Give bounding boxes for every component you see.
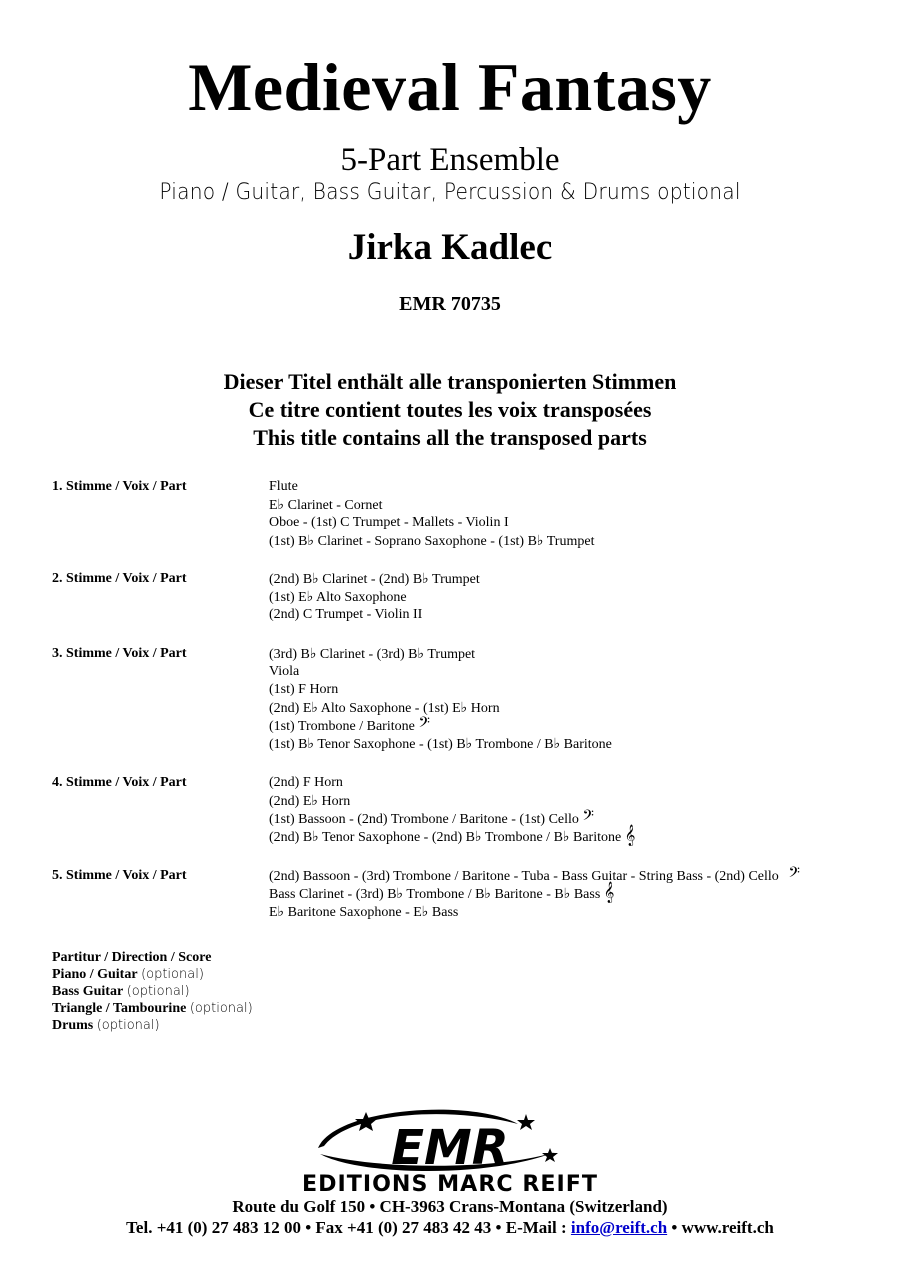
part-3-label: 3. Stimme / Voix / Part — [52, 646, 187, 661]
extra-part-note: (optional) — [141, 967, 204, 982]
extra-part — [52, 967, 204, 983]
publisher-logo — [300, 1102, 600, 1194]
extra-part-note: (optional) — [96, 1018, 160, 1033]
contact-phone-fax: Tel. +41 (0) 27 483 12 00 • Fax +41 (0) 27 483 42 43 • E-Mail : — [126, 1218, 571, 1237]
instrumentation: Piano / Guitar, Bass Guitar, Percussion & Drums optional — [159, 180, 741, 205]
extra-part — [52, 984, 190, 1000]
part-line-text: (2nd) Bassoon - (3rd) Trombone / Baritone - Tuba - Bass Guitar - String Bass - (2nd) Cello — [269, 869, 779, 884]
part-2-label: 2. Stimme / Voix / Part — [52, 571, 187, 586]
extra-part-note: (optional) — [189, 1001, 253, 1016]
part-line: E♭ Clarinet - Cornet — [269, 498, 383, 513]
part-line: E♭ Baritone Saxophone - E♭ Bass — [269, 905, 459, 920]
contact-website: • www.reift.ch — [667, 1218, 774, 1237]
part-line: (1st) B♭ Tenor Saxophone - (1st) B♭ Trombone / B♭ Baritone — [269, 737, 612, 752]
bass-clef-icon: 𝄢 — [582, 807, 594, 828]
part-line: Flute — [269, 479, 298, 494]
part-4-label: 4. Stimme / Voix / Part — [52, 775, 187, 790]
catalog-number: EMR 70735 — [399, 293, 501, 315]
treble-clef-icon: 𝄞 — [624, 825, 636, 846]
part-line-with-clef — [269, 882, 615, 903]
publisher-name: EDITIONS MARC REIFT — [302, 1172, 598, 1194]
notice-french: Ce titre contient toutes les voix transposées — [248, 397, 652, 422]
extra-part-name: Drums — [52, 1018, 94, 1033]
extra-part-name: Bass Guitar — [52, 984, 124, 999]
part-line-with-clef — [269, 864, 800, 885]
extra-part — [52, 1001, 253, 1017]
composer-name: Jirka Kadlec — [347, 227, 553, 268]
part-line-with-clef — [269, 825, 636, 846]
extra-part — [52, 1018, 160, 1034]
notice-english: This title contains all the transposed parts — [253, 425, 647, 450]
extra-part-note: (optional) — [126, 984, 190, 999]
logo-emr-text: EMR — [391, 1120, 509, 1176]
part-line: (3rd) B♭ Clarinet - (3rd) B♭ Trumpet — [269, 647, 476, 662]
part-line: (1st) E♭ Alto Saxophone — [269, 590, 407, 605]
email-link[interactable]: info@reift.ch — [570, 1218, 668, 1237]
part-line-text: (1st) Trombone / Baritone — [269, 719, 415, 734]
publisher-contact — [0, 1218, 900, 1238]
part-line-with-clef — [269, 807, 594, 828]
part-line-text: Bass Clarinet - (3rd) B♭ Trombone / B♭ Baritone - B♭ Bass — [269, 887, 601, 902]
part-line: (2nd) C Trumpet - Violin II — [269, 607, 423, 622]
star-icon — [542, 1148, 558, 1162]
page-title: Medieval Fantasy — [188, 49, 712, 125]
part-line: (2nd) B♭ Clarinet - (2nd) B♭ Trumpet — [269, 572, 480, 587]
star-icon — [355, 1112, 377, 1131]
publisher-address: Route du Golf 150 • CH-3963 Crans-Montana (Switzerland) — [232, 1197, 668, 1216]
extra-part-name: Triangle / Tambourine — [52, 1001, 187, 1016]
part-line: (1st) F Horn — [269, 682, 339, 697]
part-line: Viola — [269, 664, 300, 679]
extra-part — [52, 950, 211, 966]
part-line: (2nd) F Horn — [269, 775, 343, 790]
star-icon — [517, 1114, 535, 1130]
part-1-label: 1. Stimme / Voix / Part — [52, 479, 187, 494]
part-5-label: 5. Stimme / Voix / Part — [52, 868, 187, 883]
treble-clef-icon: 𝄞 — [603, 882, 615, 903]
part-line: (1st) B♭ Clarinet - Soprano Saxophone - (1st) B♭ Trumpet — [269, 534, 595, 549]
part-line-text: (2nd) B♭ Tenor Saxophone - (2nd) B♭ Trombone / B♭ Baritone — [269, 830, 622, 845]
part-line-text: (1st) Bassoon - (2nd) Trombone / Baritone - (1st) Cello — [269, 812, 579, 827]
notice-german: Dieser Titel enthält alle transponierten Stimmen — [223, 369, 677, 394]
extra-part-name: Partitur / Direction / Score — [52, 950, 212, 965]
extra-part-name: Piano / Guitar — [52, 967, 138, 982]
part-line-with-clef — [269, 714, 430, 735]
part-line: (2nd) E♭ Horn — [269, 794, 351, 809]
bass-clef-icon: 𝄢 — [788, 864, 800, 885]
part-line: (2nd) E♭ Alto Saxophone - (1st) E♭ Horn — [269, 701, 500, 716]
part-line: Oboe - (1st) C Trumpet - Mallets - Violin I — [269, 515, 509, 530]
subtitle: 5-Part Ensemble — [340, 142, 560, 178]
bass-clef-icon: 𝄢 — [418, 714, 430, 735]
